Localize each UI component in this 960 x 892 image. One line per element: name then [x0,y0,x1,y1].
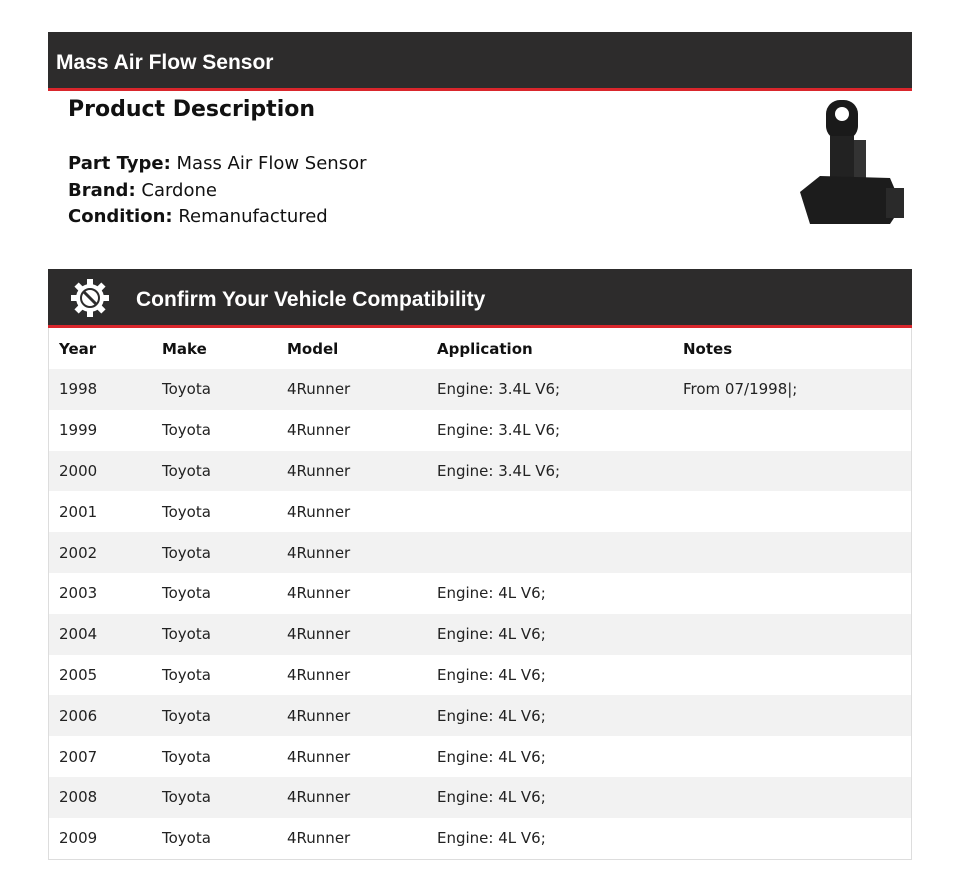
cell-model: 4Runner [287,706,351,725]
product-image [790,96,908,230]
cell-year: 2003 [59,584,98,603]
cell-model: 4Runner [287,461,351,480]
cell-make: Toyota [162,543,211,562]
cell-model: 4Runner [287,584,351,603]
cell-make: Toyota [162,829,211,848]
table-row [49,818,912,859]
cell-notes [673,532,912,573]
part-type-row [68,151,367,178]
cell-year: 2005 [59,665,98,684]
cell-model: 4Runner [287,747,351,766]
cell-notes [673,491,912,532]
table-row [49,369,912,410]
cell-model: 4Runner [287,543,351,562]
compatibility-bar [48,269,912,328]
cell-make: Toyota [162,788,211,807]
col-make: Make [162,339,207,358]
cell-model: 4Runner [287,788,351,807]
cell-model: 4Runner [287,380,351,399]
cell-model: 4Runner [287,502,351,521]
table-row [49,410,912,451]
cell-application [427,532,673,573]
cell-year: 2008 [59,788,98,807]
cell-make: Toyota [162,502,211,521]
table-header-row [49,328,912,369]
cell-application: Engine: 4L V6; [437,706,546,725]
cell-year: 1998 [59,380,98,399]
cell-make: Toyota [162,747,211,766]
col-application: Application [437,339,533,358]
cell-application: Engine: 4L V6; [437,747,546,766]
cell-make: Toyota [162,461,211,480]
product-title: Mass Air Flow Sensor [56,51,274,74]
compatibility-title: Confirm Your Vehicle Compatibility [136,288,486,311]
condition-row [68,204,367,231]
brand-row [68,178,367,205]
cell-year: 2004 [59,625,98,644]
col-notes: Notes [683,339,733,358]
table-row [49,655,912,696]
cell-model: 4Runner [287,829,351,848]
cell-notes [673,410,912,451]
product-details [68,151,367,231]
cell-year: 2000 [59,461,98,480]
cell-year: 2001 [59,502,98,521]
cell-make: Toyota [162,625,211,644]
cell-application: Engine: 4L V6; [437,584,546,603]
col-model: Model [287,339,339,358]
condition-value: Remanufactured [178,206,328,227]
cell-notes: From 07/1998|; [683,380,798,399]
cell-model: 4Runner [287,421,351,440]
cell-application [427,491,673,532]
cell-application: Engine: 4L V6; [437,625,546,644]
cell-notes [673,695,912,736]
cell-year: 2009 [59,829,98,848]
cell-year: 2006 [59,706,98,725]
cell-notes [673,818,912,859]
cell-notes [673,451,912,492]
table-row [49,532,912,573]
cell-notes [673,777,912,818]
cell-model: 4Runner [287,665,351,684]
table-row [49,777,912,818]
cell-year: 2007 [59,747,98,766]
brand-value: Cardone [141,179,217,201]
col-year: Year [59,339,97,358]
cell-make: Toyota [162,380,211,399]
cell-application: Engine: 4L V6; [437,829,546,848]
cell-make: Toyota [162,665,211,684]
cell-make: Toyota [162,706,211,725]
gear-wrench-icon [70,278,110,318]
condition-label: Condition: [68,206,173,227]
compatibility-table [48,328,912,860]
part-type-label: Part Type: [68,153,171,174]
table-row [49,573,912,614]
cell-year: 1999 [59,421,98,440]
cell-application: Engine: 3.4L V6; [437,421,561,440]
cell-make: Toyota [162,584,211,603]
cell-notes [673,573,912,614]
table-row [49,614,912,655]
cell-application: Engine: 4L V6; [437,665,546,684]
product-description-heading: Product Description [68,97,316,122]
cell-make: Toyota [162,421,211,440]
cell-application: Engine: 3.4L V6; [437,461,561,480]
brand-label: Brand: [68,179,136,201]
table-row [49,736,912,777]
cell-application: Engine: 3.4L V6; [437,380,561,399]
cell-model: 4Runner [287,625,351,644]
product-title-bar [48,32,912,91]
table-row [49,451,912,492]
cell-notes [673,655,912,696]
cell-year: 2002 [59,543,98,562]
table-row [49,695,912,736]
table-row [49,491,912,532]
part-type-value: Mass Air Flow Sensor [176,153,367,174]
cell-notes [673,614,912,655]
cell-notes [673,736,912,777]
cell-application: Engine: 4L V6; [437,788,546,807]
